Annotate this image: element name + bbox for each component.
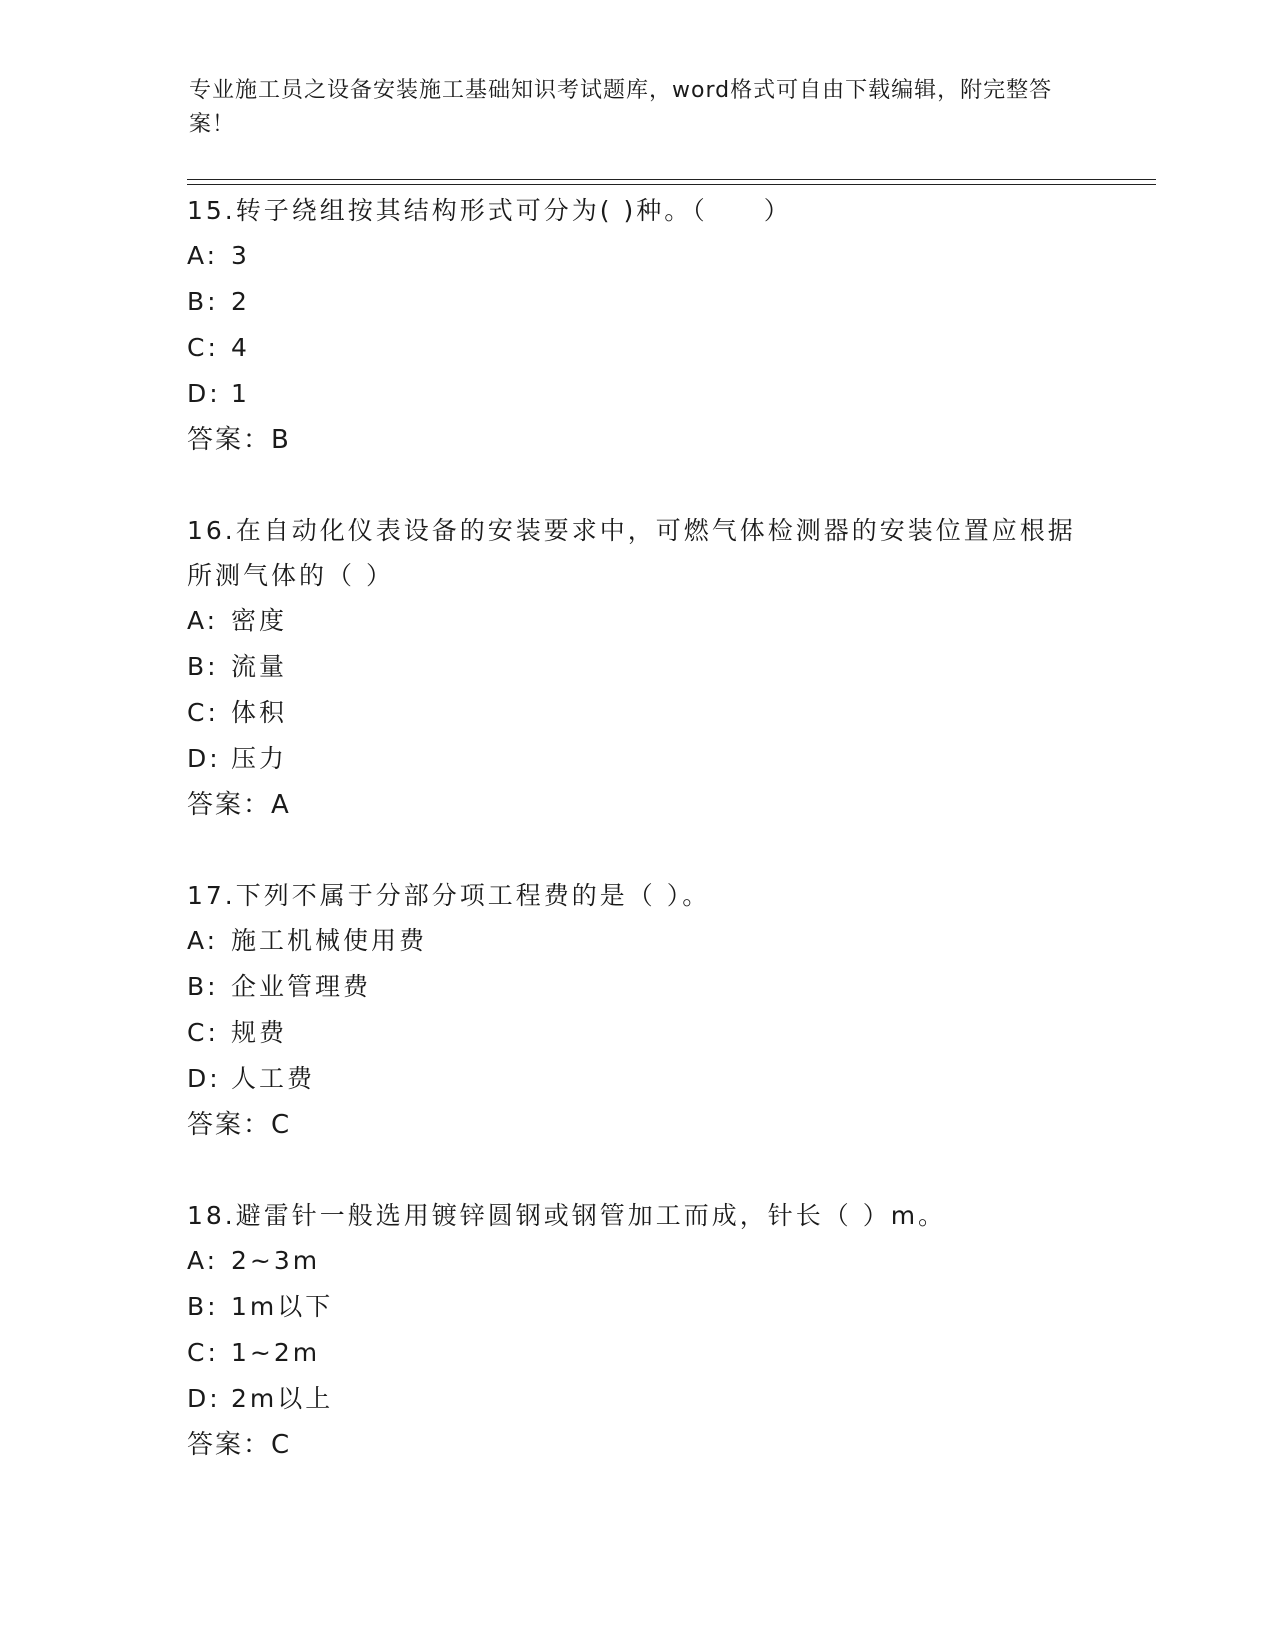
option-key: D: bbox=[187, 744, 221, 773]
option-d bbox=[187, 1376, 1087, 1422]
answer-line: 答案：C bbox=[187, 1110, 292, 1140]
option-a bbox=[187, 598, 1087, 644]
option-text: 2m以上 bbox=[231, 1384, 334, 1413]
option-text: 2~3m bbox=[231, 1246, 321, 1275]
option-d bbox=[187, 1056, 1087, 1102]
option-text: 1m以下 bbox=[231, 1292, 334, 1321]
answer-line: 答案：B bbox=[187, 425, 291, 455]
option-key: D: bbox=[187, 1064, 221, 1093]
question-15 bbox=[187, 188, 1087, 463]
option-text: 1~2m bbox=[231, 1338, 321, 1367]
option-key: A: bbox=[187, 606, 219, 635]
option-key: B: bbox=[187, 1292, 219, 1321]
option-c bbox=[187, 1330, 1087, 1376]
document-header: 专业施工员之设备安装施工基础知识考试题库，word格式可自由下载编辑，附完整答案！ bbox=[189, 78, 1053, 137]
option-c bbox=[187, 1010, 1087, 1056]
option-key: B: bbox=[187, 652, 219, 681]
option-key: C: bbox=[187, 1018, 219, 1047]
option-key: D: bbox=[187, 379, 221, 408]
option-c bbox=[187, 690, 1087, 736]
option-c bbox=[187, 325, 1087, 371]
option-text: 体积 bbox=[231, 698, 288, 727]
option-a bbox=[187, 918, 1087, 964]
option-text: 人工费 bbox=[231, 1064, 316, 1093]
question-stem: 16.在自动化仪表设备的安装要求中，可燃气体检测器的安装位置应根据所测气体的（ ） bbox=[187, 516, 1076, 590]
header-divider-top bbox=[187, 179, 1156, 180]
option-text: 3 bbox=[231, 241, 250, 270]
answer-line: 答案：A bbox=[187, 790, 291, 820]
option-text: 规费 bbox=[231, 1018, 288, 1047]
question-stem: 15.转子绕组按其结构形式可分为( )种。（ ） bbox=[187, 196, 792, 225]
option-text: 施工机械使用费 bbox=[231, 926, 428, 955]
option-text: 密度 bbox=[231, 606, 288, 635]
option-key: B: bbox=[187, 287, 219, 316]
option-text: 1 bbox=[231, 379, 250, 408]
question-stem: 17.下列不属于分部分项工程费的是（ ）。 bbox=[187, 881, 711, 910]
option-key: C: bbox=[187, 333, 219, 362]
option-a bbox=[187, 1238, 1087, 1284]
option-key: D: bbox=[187, 1384, 221, 1413]
option-key: C: bbox=[187, 1338, 219, 1367]
option-text: 2 bbox=[231, 287, 250, 316]
option-b bbox=[187, 644, 1087, 690]
header-divider-bottom bbox=[187, 184, 1156, 185]
option-key: C: bbox=[187, 698, 219, 727]
option-key: A: bbox=[187, 1246, 219, 1275]
option-text: 压力 bbox=[231, 744, 288, 773]
option-text: 4 bbox=[231, 333, 250, 362]
option-text: 流量 bbox=[231, 652, 288, 681]
option-key: A: bbox=[187, 241, 219, 270]
question-16 bbox=[187, 508, 1087, 828]
option-key: B: bbox=[187, 972, 219, 1001]
question-17 bbox=[187, 873, 1087, 1148]
option-d bbox=[187, 736, 1087, 782]
option-b bbox=[187, 1284, 1087, 1330]
question-18 bbox=[187, 1193, 1087, 1468]
option-b bbox=[187, 964, 1087, 1010]
option-text: 企业管理费 bbox=[231, 972, 372, 1001]
question-stem: 18.避雷针一般选用镀锌圆钢或钢管加工而成，针长（ ）m。 bbox=[187, 1201, 947, 1230]
option-d bbox=[187, 371, 1087, 417]
answer-line: 答案：C bbox=[187, 1430, 292, 1460]
option-key: A: bbox=[187, 926, 219, 955]
option-a bbox=[187, 233, 1087, 279]
option-b bbox=[187, 279, 1087, 325]
